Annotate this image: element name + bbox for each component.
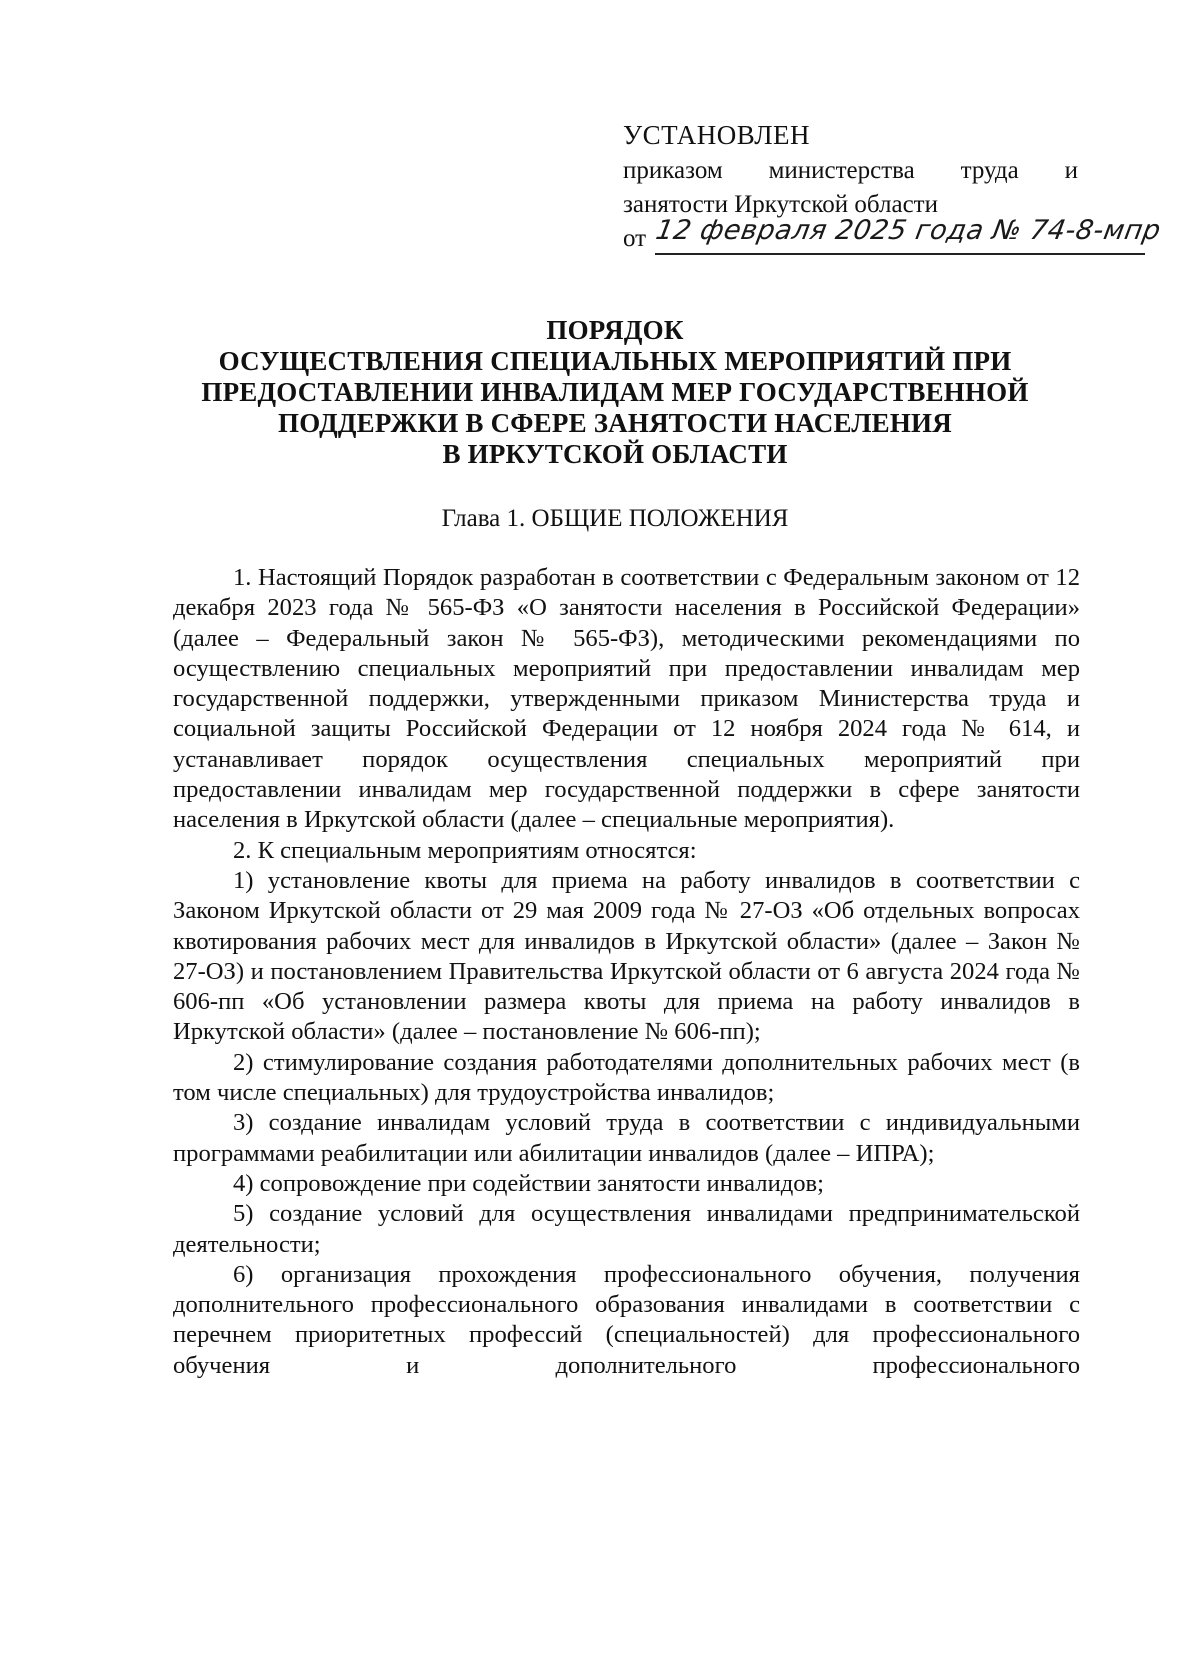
- handwriting-underline: [655, 253, 1145, 255]
- approval-heading: УСТАНОВЛЕН: [623, 120, 811, 150]
- title-line-5: В ИРКУТСКОЙ ОБЛАСТИ: [442, 439, 788, 469]
- document-title: [150, 315, 1080, 470]
- document-body: [173, 563, 1080, 1381]
- approval-line-2: занятости Иркутской области: [623, 191, 938, 218]
- chapter-heading: Глава 1. ОБЩИЕ ПОЛОЖЕНИЯ: [441, 505, 789, 532]
- title-line-1: ПОРЯДОК: [546, 315, 684, 345]
- list-item-6: 6) организация прохождения профессионального обучения, получения дополнительного профессионального образования инвалидами в соответствии с перечнем приоритетных профессий (специальностей) для профессионального обучения и дополнительного профессионального: [173, 1260, 1080, 1379]
- title-line-2: ОСУЩЕСТВЛЕНИЯ СПЕЦИАЛЬНЫХ МЕРОПРИЯТИЙ ПРИ: [218, 346, 1012, 376]
- title-line-4: ПОДДЕРЖКИ В СФЕРЕ ЗАНЯТОСТИ НАСЕЛЕНИЯ: [278, 408, 952, 438]
- list-item-1: 1) установление квоты для приема на работу инвалидов в соответствии с Законом Иркутской области от 29 мая 2009 года № 27-ОЗ «Об отдельных вопросах квотирования рабочих мест для инвалидов в Иркутской области» (далее – Закон № 27-ОЗ) и постановлением Правительства Иркутской области от 6 августа 2024 года № 606-пп «Об установлении размера квоты для приема на работу инвалидов в Иркутской области» (далее – постановление № 606-пп);: [173, 866, 1080, 1046]
- approval-stamp: [623, 118, 1164, 260]
- handwritten-date-number: 12 февраля 2025 года № 74-8-мпр: [653, 215, 1164, 246]
- list-item-3: 3) создание инвалидам условий труда в соответствии с индивидуальными программами реабилитации или абилитации инвалидов (далее – ИПРА);: [173, 1109, 1080, 1167]
- title-line-3: ПРЕДОСТАВЛЕНИИ ИНВАЛИДАМ МЕР ГОСУДАРСТВЕННОЙ: [201, 377, 1029, 407]
- list-item-2: 2) стимулирование создания работодателями дополнительных рабочих мест (в том числе специальных) для трудоустройства инвалидов;: [173, 1048, 1080, 1107]
- list-item-5: 5) создание условий для осуществления инвалидами предпринимательской деятельности;: [173, 1200, 1080, 1258]
- approval-date-line: [623, 215, 1164, 260]
- approval-date-prefix: от: [623, 225, 647, 252]
- paragraph-2: 2. К специальным мероприятиям относятся:: [233, 836, 697, 864]
- paragraph-1: 1. Настоящий Порядок разработан в соответствии с Федеральным законом от 12 декабря 2023 года № 565-ФЗ «О занятости населения в Российской Федерации» (далее – Федеральный закон № 565-ФЗ), методическими рекомендациями по осуществлению специальных мероприятий при предоставлении инвалидам мер государственной поддержки, утвержденными приказом Министерства труда и социальной защиты Российской Федерации от 12 ноября 2024 года № 614, и устанавливает порядок осуществления специальных мероприятий при предоставлении инвалидам мер государственной поддержки в сфере занятости населения в Иркутской области (далее – специальные мероприятия).: [173, 564, 1080, 834]
- list-item-4: 4) сопровождение при содействии занятости инвалидов;: [233, 1169, 824, 1197]
- approval-line-1: приказом министерства труда и: [623, 157, 1078, 184]
